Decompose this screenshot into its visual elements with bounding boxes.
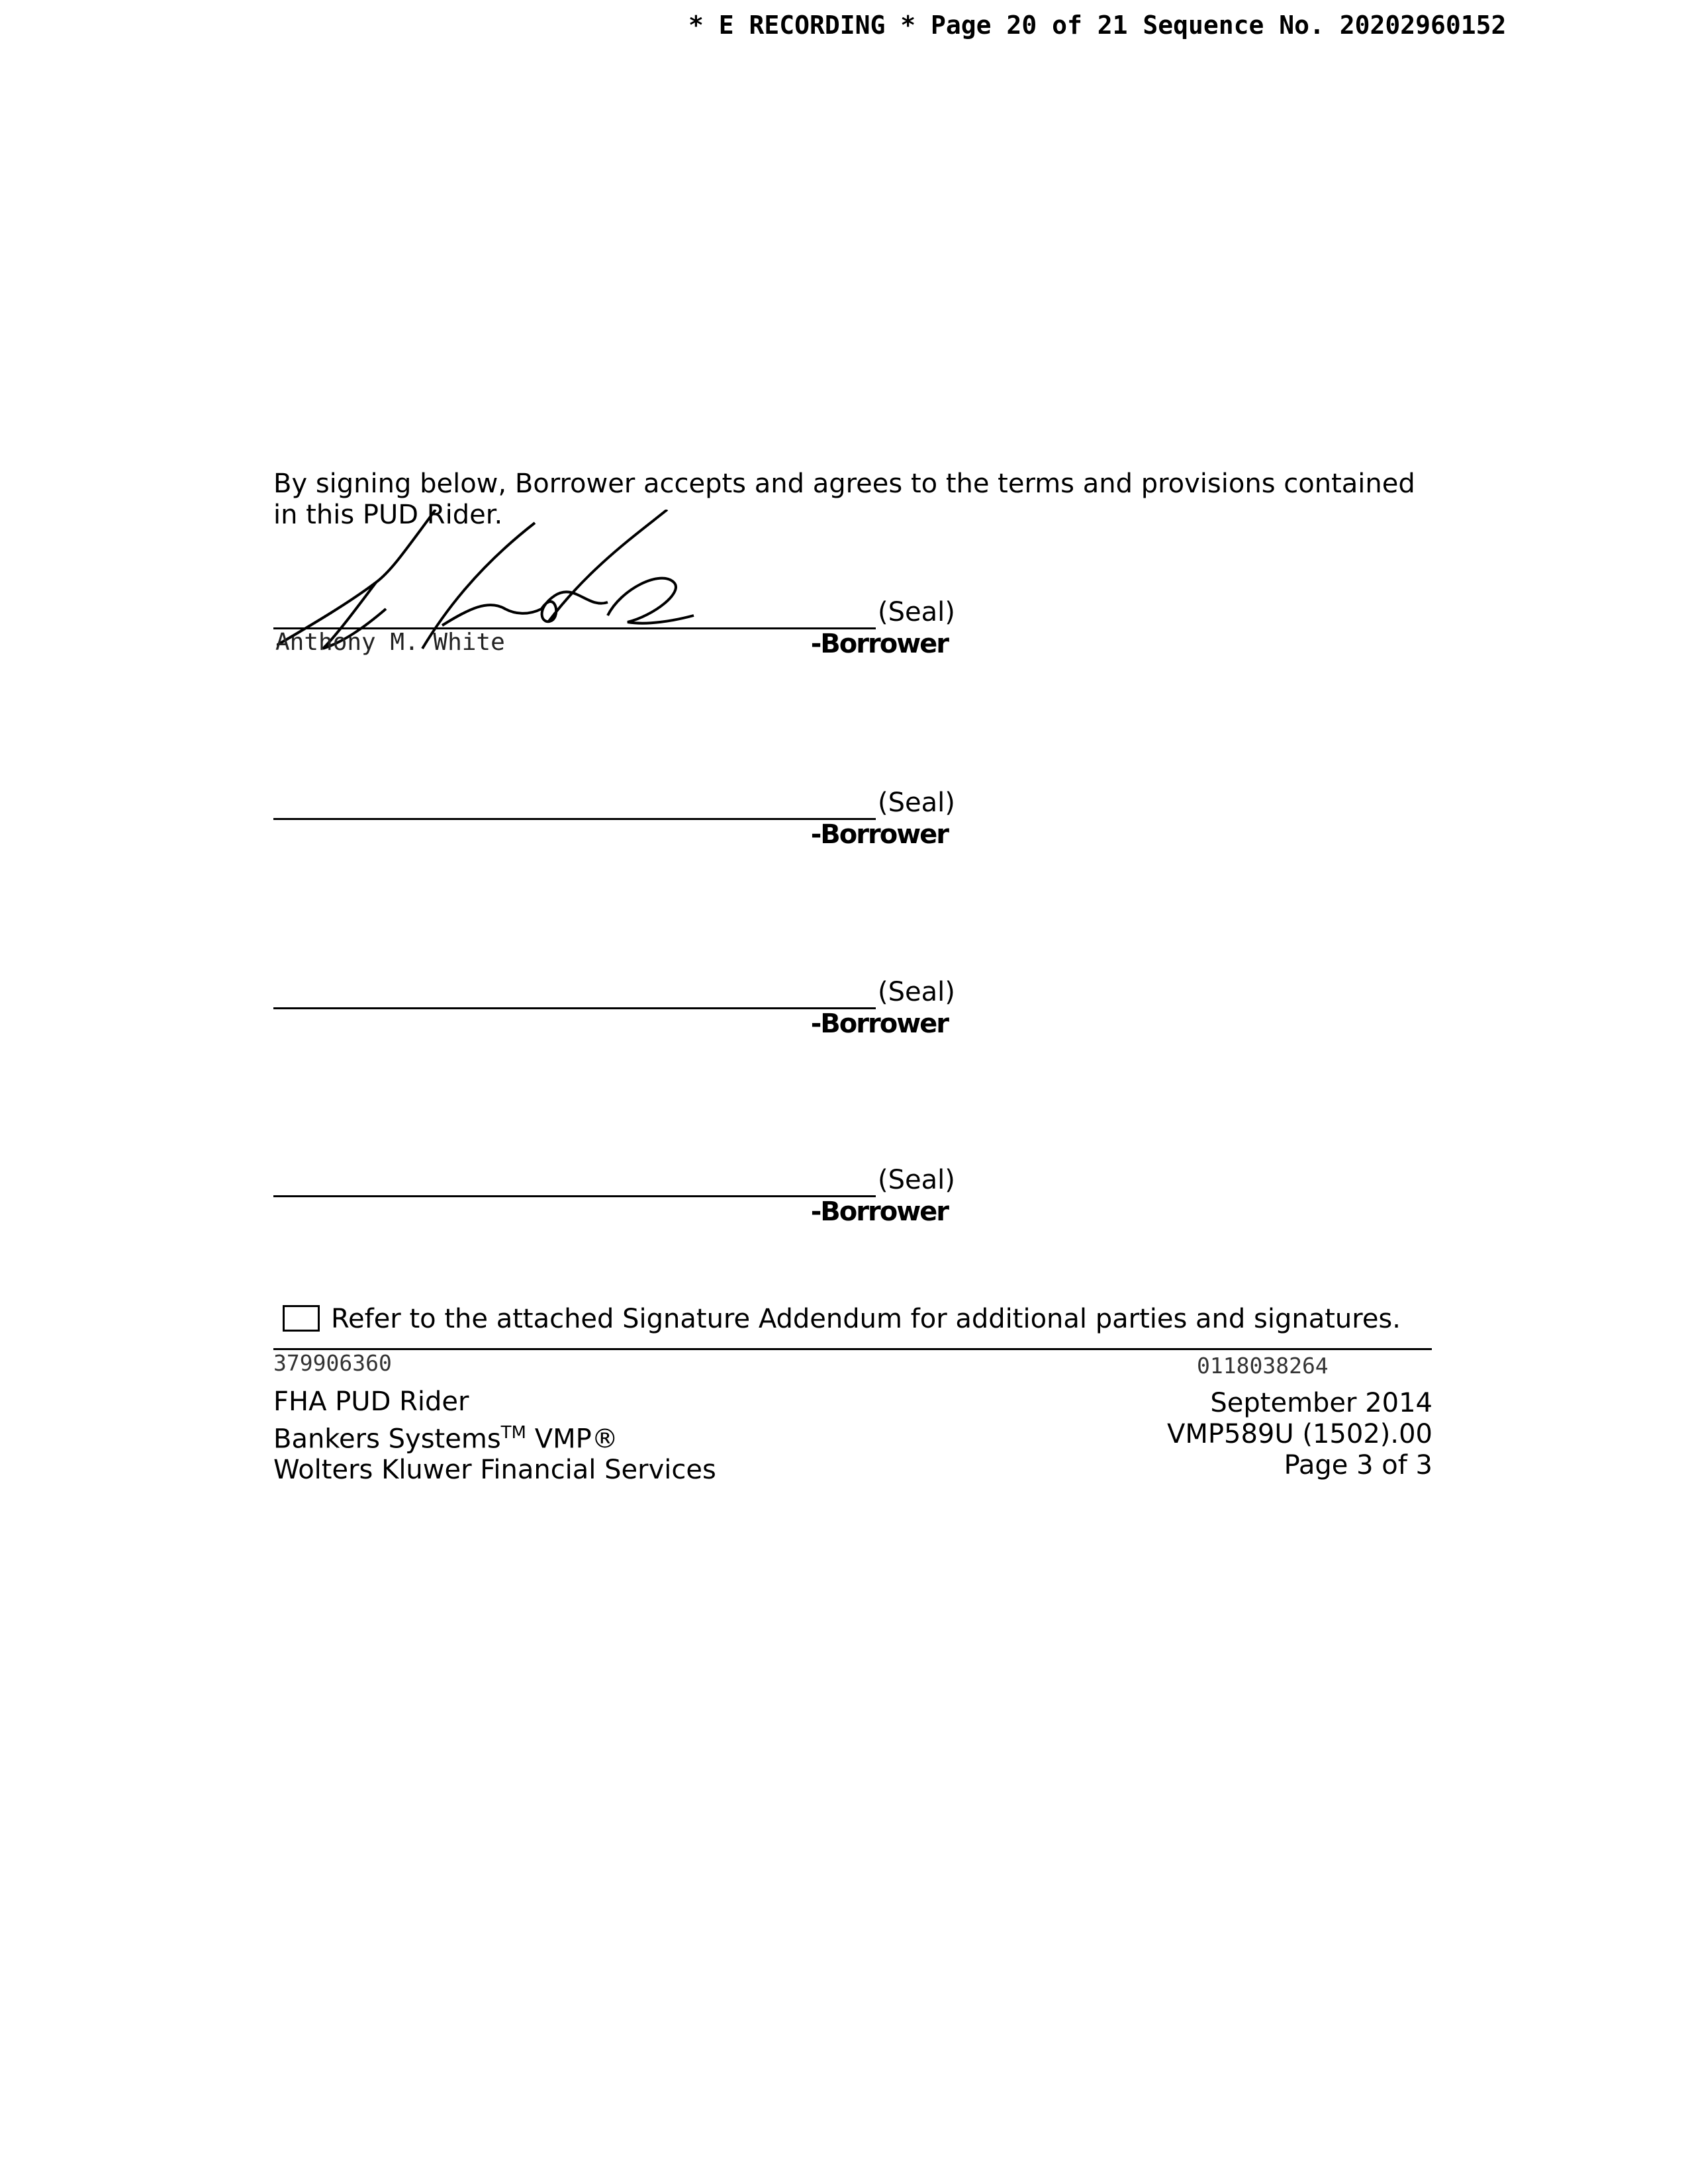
signature-line-4[interactable]: [273, 1195, 876, 1197]
vendor-suffix: VMP®: [526, 1424, 618, 1455]
seal-label-4: (Seal): [878, 1165, 955, 1195]
recording-header: * E RECORDING * Page 20 of 21 Sequence No. 20202960152: [688, 11, 1507, 40]
form-name: FHA PUD Rider: [273, 1387, 469, 1417]
vendor-line: [273, 1418, 716, 1455]
borrower-label-1: -Borrower: [810, 629, 948, 659]
loan-id-left: 379906360: [273, 1350, 392, 1376]
borrower-label-2: -Borrower: [810, 819, 948, 850]
borrower-label-3: -Borrower: [810, 1009, 948, 1039]
seal-label-1: (Seal): [878, 597, 955, 627]
borrower-label-4: -Borrower: [810, 1197, 948, 1227]
signature-addendum-checkbox[interactable]: [283, 1305, 320, 1332]
form-date: September 2014: [1210, 1388, 1432, 1418]
company-name: Wolters Kluwer Financial Services: [273, 1455, 716, 1486]
acceptance-statement: By signing below, Borrower accepts and agrees to the terms and provisions contained in this PUD Rider.: [273, 469, 1415, 530]
signature-line-2[interactable]: [273, 818, 876, 820]
footer-right-block: [1167, 1388, 1432, 1481]
signer-name-1: Anthony M. White: [275, 629, 505, 656]
form-code: VMP589U (1502).00: [1167, 1419, 1432, 1449]
page-number: Page 3 of 3: [1284, 1450, 1432, 1480]
signature-line-3[interactable]: [273, 1007, 876, 1009]
loan-id-right: 0118038264: [1197, 1353, 1329, 1379]
footer-divider: [273, 1348, 1432, 1350]
seal-label-3: (Seal): [878, 977, 955, 1007]
vendor-prefix: Bankers Systems: [273, 1424, 501, 1455]
footer-left-block: [273, 1387, 716, 1486]
seal-label-2: (Seal): [878, 788, 955, 818]
addendum-note: Refer to the attached Signature Addendum for additional parties and signatures.: [331, 1304, 1401, 1334]
trademark-mark: TM: [500, 1423, 526, 1443]
